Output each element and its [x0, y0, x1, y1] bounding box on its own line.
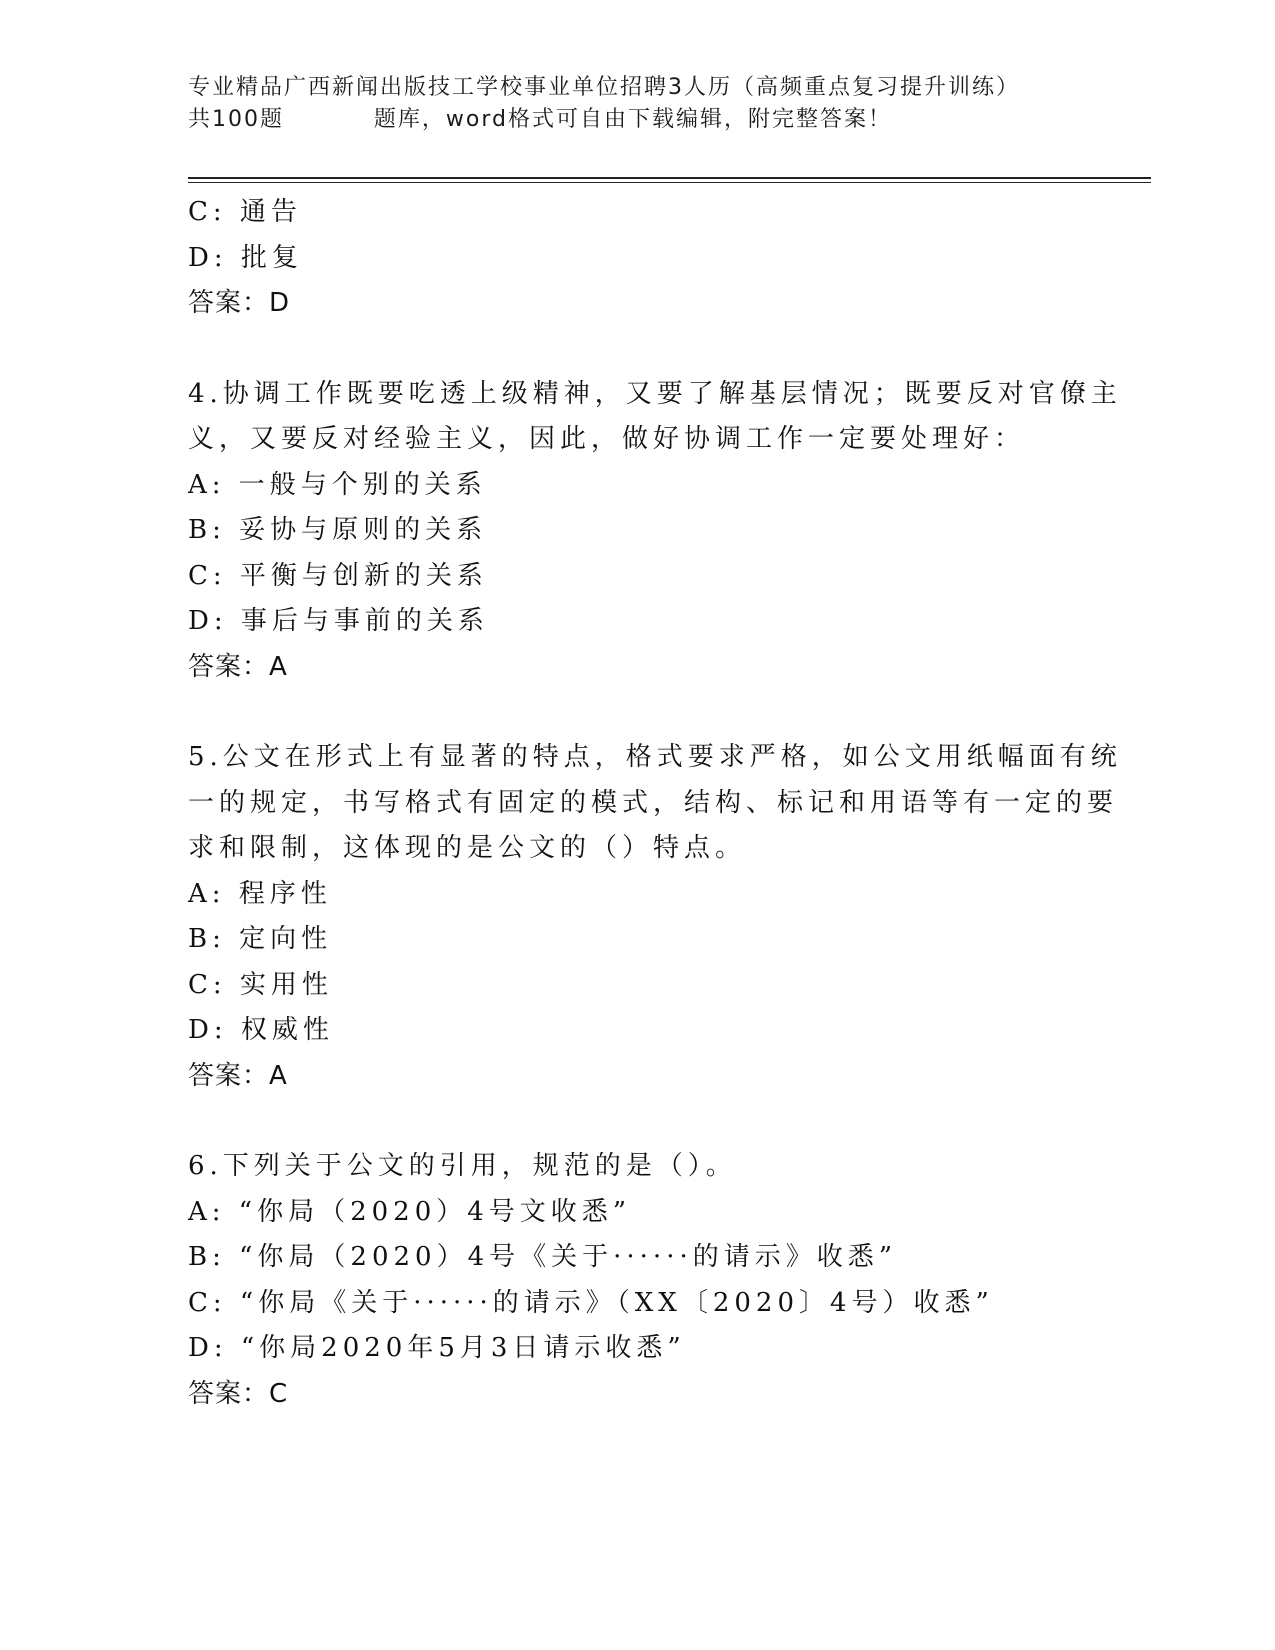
option-c: C: 实用性 [188, 969, 333, 1000]
option-c: C: 通告 [188, 197, 302, 227]
option-a: A: “你局（2020）4号文收悉” [188, 1196, 632, 1227]
spacer [188, 690, 1088, 735]
question-4 [188, 372, 1122, 691]
option-d: D: 事后与事前的关系 [188, 606, 489, 636]
spacer [188, 1099, 1088, 1144]
option-d: D: 权威性 [188, 1015, 334, 1045]
header-rule-thin [188, 182, 1151, 183]
document-header [188, 72, 1148, 136]
option-a: A: 一般与个别的关系 [188, 469, 487, 500]
answer-line: 答案：C [188, 1378, 289, 1409]
question-stem-line: 4.协调工作既要吃透上级精神，又要了解基层情况；既要反对官僚主 [188, 378, 1122, 409]
question-stem-line: 一的规定，书写格式有固定的模式，结构、标记和用语等有一定的要 [188, 787, 1119, 818]
spacer [188, 327, 1088, 372]
option-c: C: “你局《关于······的请示》（XX〔2020〕4号）收悉” [188, 1287, 994, 1318]
question-content [188, 190, 1122, 1417]
option-d: D: 批复 [188, 242, 303, 273]
question-6 [188, 1144, 1088, 1417]
header-title-line-2: 共100题 题库，word格式可自由下载编辑，附完整答案！ [188, 107, 893, 132]
option-a: A: 程序性 [188, 878, 332, 909]
header-title-line-1: 专业精品广西新闻出版技工学校事业单位招聘3人历（高频重点复习提升训练） [188, 75, 1020, 100]
question-3-tail [188, 190, 1088, 327]
answer-line: 答案：D [188, 288, 291, 318]
answer-line: 答案：A [188, 651, 288, 682]
question-stem-line: 5.公文在形式上有显著的特点，格式要求严格，如公文用纸幅面有统 [188, 742, 1122, 772]
option-b: B: 定向性 [188, 924, 333, 954]
question-stem-line: 求和限制，这体现的是公文的（）特点。 [188, 833, 747, 863]
option-d: D: “你局2020年5月3日请示收悉” [188, 1333, 686, 1363]
question-stem-line: 义，又要反对经验主义，因此，做好协调工作一定要处理好： [188, 424, 1026, 454]
option-b: B: 妥协与原则的关系 [188, 515, 488, 545]
option-c: C: 平衡与创新的关系 [188, 560, 488, 591]
question-stem-line: 6.下列关于公文的引用，规范的是（）。 [188, 1151, 737, 1181]
option-b: B: “你局（2020）4号《关于······的请示》收悉” [188, 1242, 898, 1272]
header-rule-thick [188, 177, 1151, 179]
question-5 [188, 735, 1122, 1099]
answer-line: 答案：A [188, 1060, 288, 1091]
